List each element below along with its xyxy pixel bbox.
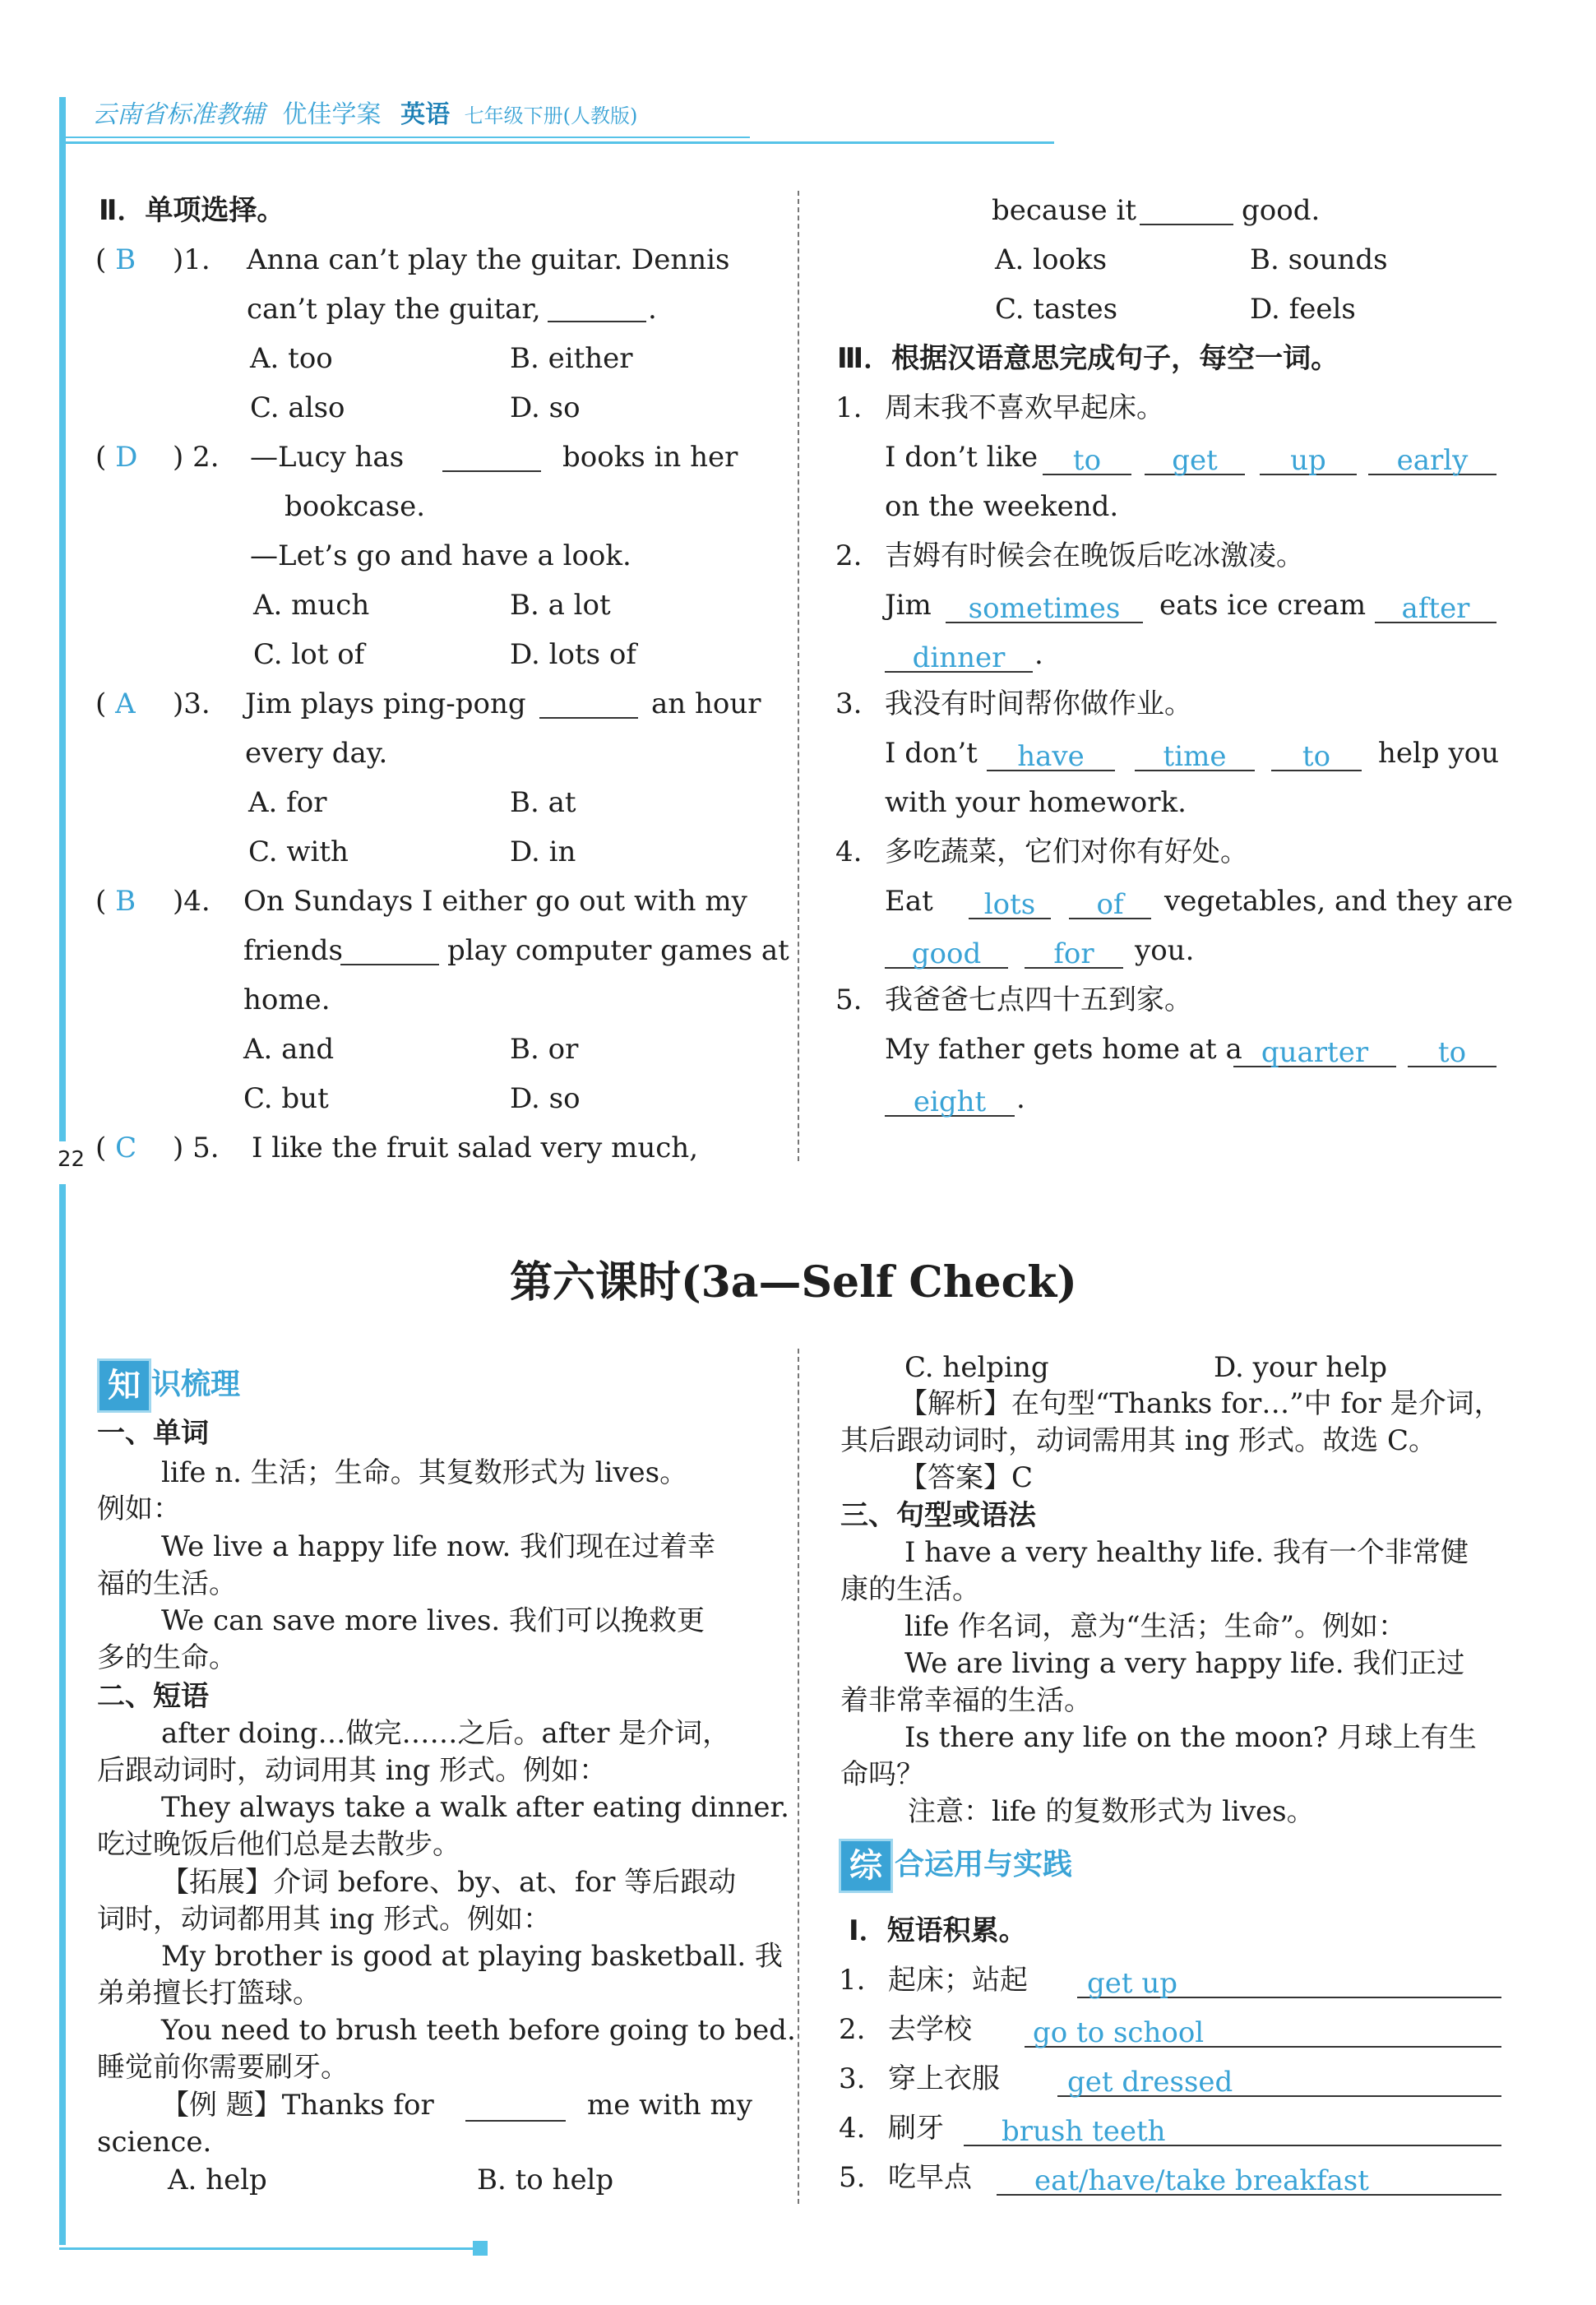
p4-answer: brush teeth (1002, 2115, 1166, 2148)
q3-option-d: D. in (510, 835, 576, 868)
kline-6: 多的生命。 (97, 1641, 237, 1674)
footer-rule (59, 2247, 479, 2250)
p3-number: 3. (839, 2062, 866, 2095)
s4-prefix: Eat (885, 885, 933, 918)
p5-chinese: 吃早点 (888, 2161, 972, 2194)
s1-prefix: I don’t like (885, 441, 1039, 474)
s4-middle: vegetables, and they are (1164, 885, 1514, 918)
q3-stem-line2: every day. (245, 737, 388, 770)
column-divider-top (798, 191, 799, 1161)
s4-fill-4: for (1053, 937, 1094, 970)
kline-8: 后跟动词时，动词用其 ing 形式。例如： (97, 1754, 608, 1787)
p4-number: 4. (839, 2112, 866, 2145)
grammar-heading: 三、句型或语法 (840, 1499, 1036, 1532)
q1-bracket: ( B (95, 243, 136, 276)
s1-chinese: 周末我不喜欢早起床。 (885, 391, 1164, 424)
s4-fill-3: good (911, 937, 982, 970)
s5-number: 5. (835, 984, 863, 1016)
kline-1: life n. 生活；生命。其复数形式为 lives。 (161, 1456, 688, 1489)
knowledge-heading: 识梳理 (151, 1368, 241, 1401)
kline-4: 福的生活。 (97, 1567, 237, 1600)
kline-13: My brother is good at playing basketball. 我 (161, 1940, 783, 1973)
part3-heading: Ⅲ．根据汉语意思完成句子，每空一词。 (837, 342, 1339, 375)
q2-blank (442, 470, 541, 472)
answer-line: 【答案】C (900, 1461, 1034, 1494)
kline-5: We can save more lives. 我们可以挽救更 (161, 1604, 705, 1637)
page-number: 22 (58, 1147, 86, 1172)
footer-marker (473, 2241, 488, 2256)
example-option-a: A. help (168, 2164, 267, 2196)
header-subject: 英语 (400, 100, 451, 129)
grammar-line-7: 命吗？ (840, 1758, 924, 1791)
words-heading: 一、单词 (97, 1417, 209, 1450)
phrase-practice-heading: Ⅰ．短语积累。 (849, 1914, 1027, 1947)
practice-heading: 合运用与实践 (895, 1848, 1073, 1881)
running-header (92, 97, 637, 134)
s2-fill-2: after (1401, 592, 1470, 625)
q2-bracket: ( D (95, 441, 138, 474)
q2-option-d: D. lots of (510, 638, 636, 671)
s2-chinese: 吉姆有时候会在晚饭后吃冰激凌。 (885, 539, 1304, 572)
q4-stem-line2a: friends (243, 934, 343, 967)
q4-blank (340, 964, 439, 965)
p1-answer: get up (1087, 1967, 1178, 2000)
left-margin-bar (59, 97, 66, 1141)
q2-option-a: A. much (253, 589, 370, 622)
s2-prefix: Jim (885, 589, 932, 622)
header-series: 云南省标准教辅 (92, 100, 265, 129)
s5-end: . (1016, 1082, 1025, 1115)
s1-fill-1: to (1072, 444, 1102, 477)
kline-11: 【拓展】介词 before、by、at、for 等后跟动 (161, 1866, 737, 1899)
s1-fill-2: get (1172, 444, 1218, 477)
header-rule (59, 141, 1054, 144)
q1-number: )1. (173, 243, 210, 276)
s3-number: 3. (835, 687, 863, 720)
kline-14: 弟弟擅长打篮球。 (97, 1977, 321, 2010)
p2-chinese: 去学校 (888, 2013, 972, 2046)
p2-answer: go to school (1033, 2016, 1205, 2049)
q2-answer: D (115, 441, 138, 474)
example-stem-a: 【例 题】Thanks for (161, 2089, 434, 2122)
p1-number: 1. (839, 1964, 866, 1997)
s3-prefix: I don’t (885, 737, 978, 770)
kline-3: We live a happy life now. 我们现在过着幸 (161, 1530, 716, 1563)
p3-answer: get dressed (1067, 2066, 1233, 2099)
s5-chinese: 我爸爸七点四十五到家。 (885, 984, 1192, 1016)
analysis-line-2: 其后跟动词时，动词需用其 ing 形式。故选 C。 (840, 1424, 1436, 1457)
q4-option-c: C. but (243, 1082, 329, 1115)
column-divider-bottom (798, 1349, 799, 2204)
q4-stem-line1: On Sundays I either go out with my (243, 885, 747, 918)
s3-end: with your homework. (885, 786, 1187, 819)
header-rule-inner (59, 137, 750, 138)
part2-heading: Ⅱ．单项选择。 (99, 194, 285, 227)
s2-end: . (1034, 638, 1043, 671)
q5-option-d: D. feels (1250, 293, 1356, 326)
q5-answer: C (115, 1132, 137, 1164)
grammar-line-3: life 作名词，意为“生活；生命”。例如： (904, 1610, 1407, 1643)
kline-10: 吃过晚饭后他们总是去散步。 (97, 1828, 460, 1861)
q4-option-d: D. so (510, 1082, 581, 1115)
example-stem-b: me with my (587, 2089, 752, 2122)
example-option-c: C. helping (904, 1351, 1049, 1384)
q3-option-a: A. for (248, 786, 327, 819)
q5-bracket: ( C (95, 1132, 137, 1164)
kline-12: 词时，动词都用其 ing 形式。例如： (97, 1903, 552, 1936)
q2-stem-line1b: books in her (562, 441, 738, 474)
q5-option-b: B. sounds (1250, 243, 1388, 276)
q5-number: ) 5. (173, 1132, 220, 1164)
q5-option-a: A. looks (995, 243, 1108, 276)
s3-fill-3: to (1302, 740, 1331, 773)
q1-stem-end: . (648, 293, 657, 326)
q5-option-c: C. tastes (995, 293, 1118, 326)
q1-option-d: D. so (510, 391, 581, 424)
s4-chinese: 多吃蔬菜，它们对你有好处。 (885, 835, 1248, 868)
grammar-line-4: We are living a very happy life. 我们正过 (904, 1647, 1465, 1680)
q2-option-b: B. a lot (510, 589, 611, 622)
s2-fill-1: sometimes (968, 592, 1121, 625)
q4-option-b: B. or (510, 1033, 579, 1066)
q5-stem-line2b: good. (1242, 194, 1321, 227)
q4-number: )4. (173, 885, 210, 918)
s1-number: 1. (835, 391, 863, 424)
q4-stem-line3: home. (243, 984, 331, 1016)
grammar-note: 注意：life 的复数形式为 lives。 (908, 1795, 1315, 1828)
grammar-line-1: I have a very healthy life. 我有一个非常健 (904, 1536, 1469, 1569)
grammar-line-5: 着非常幸福的生活。 (840, 1684, 1092, 1717)
q2-stem-line2: bookcase. (285, 490, 425, 523)
q3-answer: A (115, 687, 136, 720)
practice-tag-icon: 综 (839, 1839, 893, 1893)
s2-fill-3: dinner (912, 641, 1006, 674)
s1-fill-3: up (1290, 444, 1326, 477)
q3-option-b: B. at (510, 786, 576, 819)
q4-bracket: ( B (95, 885, 136, 918)
s4-number: 4. (835, 835, 863, 868)
q1-option-c: C. also (250, 391, 345, 424)
kline-15: You need to brush teeth before going to bed. (161, 2014, 796, 2047)
header-edition: 七年级下册(人教版) (464, 104, 638, 127)
s2-number: 2. (835, 539, 863, 572)
example-blank (465, 2120, 566, 2122)
q1-answer: B (115, 243, 136, 276)
q3-number: )3. (173, 687, 210, 720)
q2-option-c: C. lot of (253, 638, 365, 671)
s3-fill-1: have (1017, 740, 1085, 773)
q3-option-c: C. with (248, 835, 349, 868)
s4-end: you. (1135, 934, 1195, 967)
kline-7: after doing…做完……之后。after 是介词， (161, 1717, 731, 1750)
grammar-line-2: 康的生活。 (840, 1573, 980, 1606)
example-option-b: B. to help (477, 2164, 614, 2196)
q3-stem-line1b: an hour (651, 687, 761, 720)
header-book: 优佳学案 (282, 100, 382, 129)
q1-stem-line2: can’t play the guitar, (247, 293, 541, 326)
s5-fill-2: to (1437, 1036, 1467, 1069)
kline-9: They always take a walk after eating dinner. (161, 1791, 789, 1824)
q1-option-b: B. either (510, 342, 633, 375)
q2-stem-line3: —Let’s go and have a look. (250, 539, 631, 572)
q5-stem-line1: I like the fruit salad very much, (252, 1132, 699, 1164)
q3-blank (539, 717, 638, 719)
knowledge-tag-icon: 知 (97, 1358, 151, 1413)
p1-chinese: 起床；站起 (888, 1964, 1028, 1997)
q5-stem-line2a: because it (992, 194, 1137, 227)
q3-bracket: ( A (95, 687, 136, 720)
s3-fill-2: time (1163, 740, 1227, 773)
example-stem-end: science. (97, 2126, 212, 2159)
s2-middle: eats ice cream (1159, 589, 1367, 622)
s5-fill-1: quarter (1261, 1036, 1369, 1069)
s5-prefix: My father gets home at a (885, 1033, 1242, 1066)
s5-fill-3: eight (913, 1085, 987, 1118)
analysis-line-1: 【解析】在句型“Thanks for…”中 for 是介词， (900, 1387, 1502, 1420)
s1-end: on the weekend. (885, 490, 1119, 523)
s3-middle: help you (1378, 737, 1500, 770)
q4-option-a: A. and (243, 1033, 335, 1066)
q5-blank (1140, 224, 1233, 225)
kline-2: 例如： (97, 1493, 181, 1525)
q3-stem-line1a: Jim plays ping-pong (245, 687, 526, 720)
example-option-d: D. your help (1214, 1351, 1387, 1384)
lesson-title: 第六课时(3a—Self Check) (510, 1257, 1077, 1308)
q1-option-a: A. too (250, 342, 333, 375)
s4-fill-1: lots (983, 888, 1036, 921)
p5-answer: eat/have/take breakfast (1034, 2164, 1369, 2197)
q2-number: ) 2. (173, 441, 220, 474)
q4-answer: B (115, 885, 136, 918)
s3-chinese: 我没有时间帮你做作业。 (885, 687, 1192, 720)
p2-number: 2. (839, 2013, 866, 2046)
q1-blank (548, 321, 646, 322)
phrases-heading: 二、短语 (97, 1680, 209, 1713)
p5-number: 5. (839, 2161, 866, 2194)
kline-16: 睡觉前你需要刷牙。 (97, 2051, 349, 2084)
p3-chinese: 穿上衣服 (888, 2062, 1000, 2095)
q1-stem-line1: Anna can’t play the guitar. Dennis (247, 243, 730, 276)
p4-chinese: 刷牙 (888, 2112, 944, 2145)
q2-stem-line1a: —Lucy has (250, 441, 405, 474)
grammar-line-6: Is there any life on the moon? 月球上有生 (904, 1721, 1477, 1754)
s4-fill-2: of (1096, 888, 1124, 921)
left-margin-bar-lower (59, 1184, 66, 2245)
q4-stem-line2b: play computer games at (447, 934, 789, 967)
s1-fill-4: early (1396, 444, 1469, 477)
